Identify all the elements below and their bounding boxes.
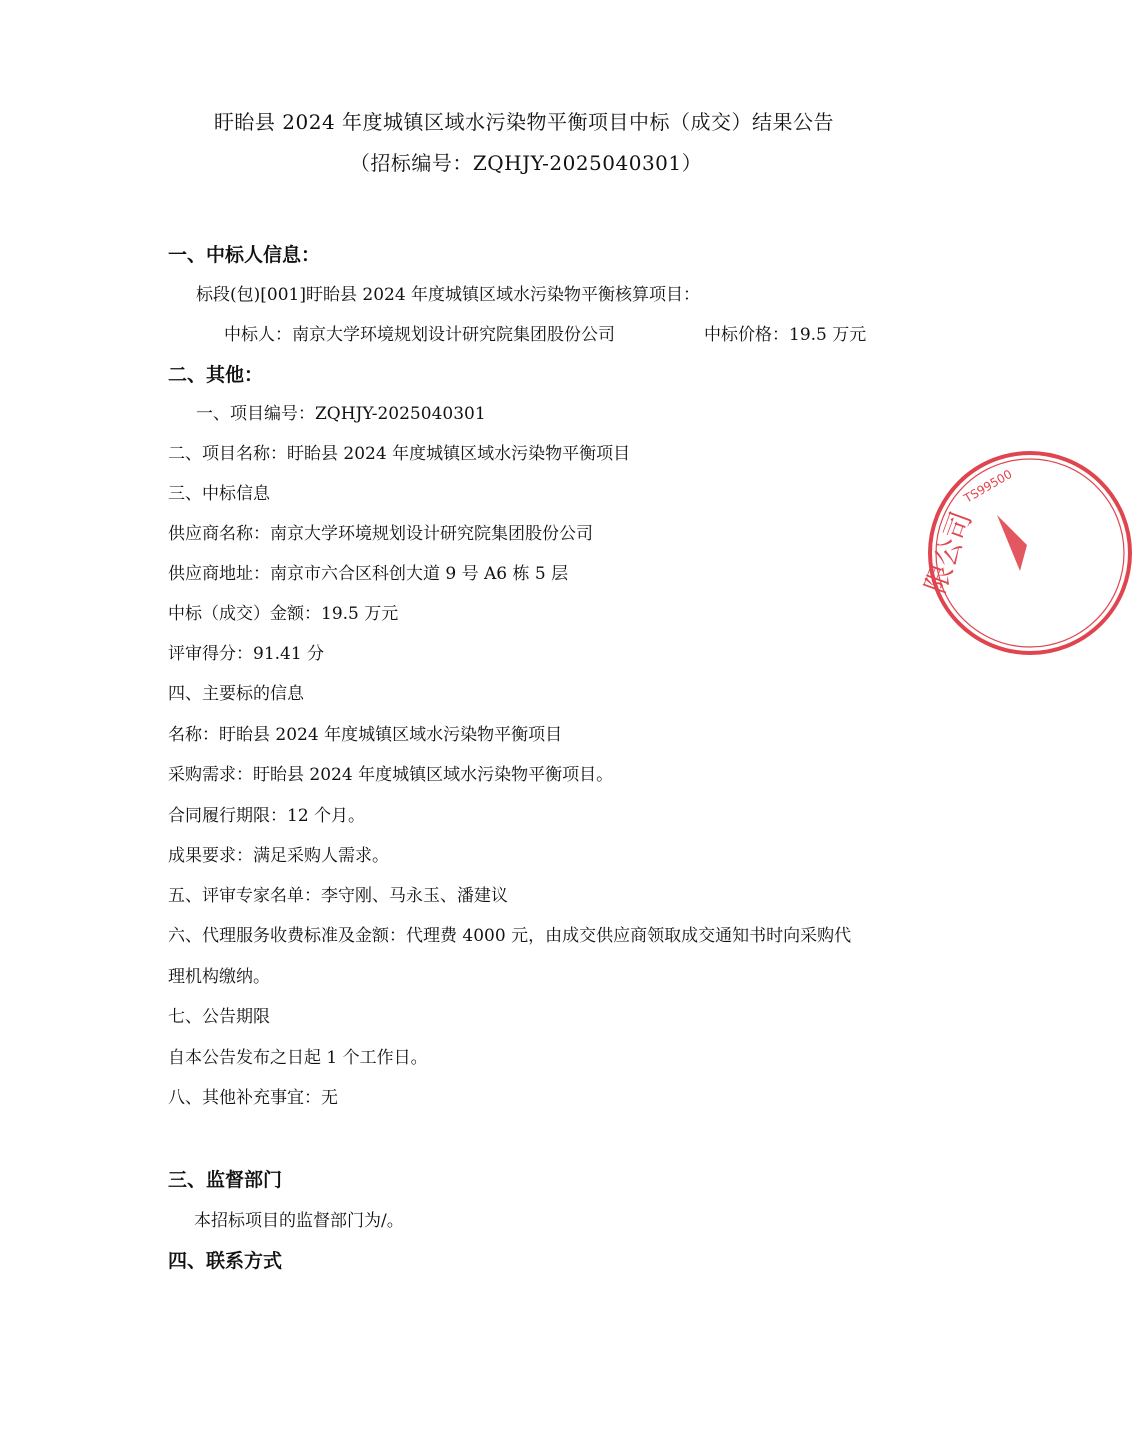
company-seal-stamp [918, 445, 1135, 660]
section-heading-contact: 四、联系方式 [168, 1250, 283, 1272]
list-item: 一、项目编号：ZQHJY-2025040301 [196, 404, 486, 424]
list-item: 名称：盱眙县 2024 年度城镇区域水污染物平衡项目 [168, 725, 563, 745]
list-item: 采购需求：盱眙县 2024 年度城镇区域水污染物平衡项目。 [168, 765, 614, 785]
list-item: 供应商名称：南京大学环境规划设计研究院集团股份公司 [168, 524, 593, 544]
list-item: 二、项目名称：盱眙县 2024 年度城镇区域水污染物平衡项目 [168, 444, 631, 464]
list-item: 成果要求：满足采购人需求。 [168, 846, 389, 866]
list-item: 七、公告期限 [168, 1007, 270, 1027]
seal-characters-text: 限公司 [918, 507, 979, 598]
list-item: 四、主要标的信息 [168, 684, 304, 704]
section-heading-other: 二、其他： [168, 364, 264, 386]
list-item: 合同履行期限：12 个月。 [168, 806, 366, 826]
list-item: 理机构缴纳。 [168, 967, 270, 987]
document-title: 盱眙县 2024 年度城镇区域水污染物平衡项目中标（成交）结果公告 [213, 110, 835, 134]
list-item: 五、评审专家名单：李守刚、马永玉、潘建议 [168, 886, 508, 906]
winner-line: 中标人：南京大学环境规划设计研究院集团股份公司 [224, 325, 615, 345]
winning-price: 中标价格：19.5 万元 [704, 325, 867, 345]
list-item: 中标（成交）金额：19.5 万元 [168, 604, 399, 624]
section-heading-winner-info: 一、中标人信息： [168, 244, 321, 266]
tender-number: （招标编号：ZQHJY-2025040301） [349, 151, 703, 175]
supervision-text: 本招标项目的监督部门为/。 [194, 1211, 404, 1231]
list-item: 三、中标信息 [168, 484, 270, 504]
section-heading-supervision: 三、监督部门 [168, 1169, 283, 1191]
seal-number-text: TS99500 [961, 466, 1015, 506]
list-item: 八、其他补充事宜：无 [168, 1088, 338, 1108]
list-item: 六、代理服务收费标准及金额：代理费 4000 元，由成交供应商领取成交通知书时向采购代 [168, 926, 852, 946]
list-item: 评审得分：91.41 分 [168, 644, 325, 664]
list-item: 供应商地址：南京市六合区科创大道 9 号 A6 栋 5 层 [168, 564, 569, 584]
list-item: 自本公告发布之日起 1 个工作日。 [168, 1048, 428, 1068]
lot-line: 标段(包)[001]盱眙县 2024 年度城镇区域水污染物平衡核算项目： [196, 285, 701, 305]
